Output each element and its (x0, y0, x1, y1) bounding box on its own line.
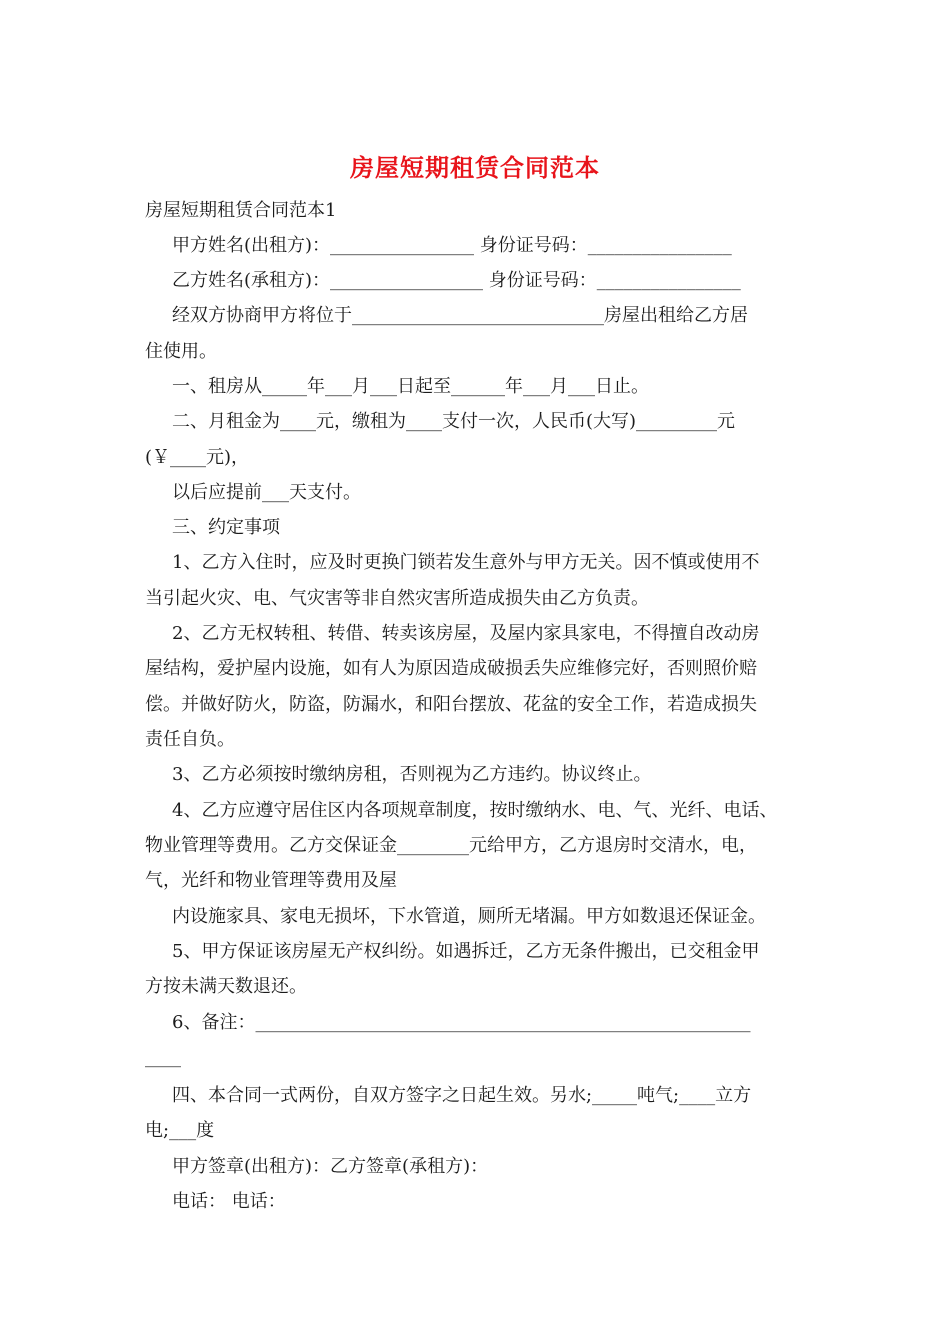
phone-line: 电话： 电话： (172, 1191, 286, 1212)
item-1-line-cont: 当引起火灾、电、气灾害等非自然灾害所造成损失由乙方负责。 (145, 588, 649, 609)
subtitle-line: 房屋短期租赁合同范本1 (145, 200, 337, 221)
item-4-line-cont-3: 内设施家具、家电无损坏，下水管道，厕所无堵漏。甲方如数退还保证金。 (172, 906, 766, 927)
document-title: 房屋短期租赁合同范本 (350, 153, 600, 182)
party-b-line: 乙方姓名(承租方)：_________________ 身份证号码：________________ (172, 270, 741, 291)
clause-2-line-cont: (￥____元)， (145, 447, 250, 468)
item-2-line-cont-3: 责任自负。 (145, 729, 235, 750)
clause-4-line: 四、本合同一式两份，自双方签字之日起生效。另水;_____吨气;____立方 (172, 1085, 752, 1106)
item-4-line-cont-1: 物业管理等费用。乙方交保证金________元给甲方，乙方退房时交清水，电， (145, 835, 757, 856)
clause-2-line: 二、月租金为____元，缴租为____支付一次，人民币(大写)_________元 (172, 411, 736, 432)
item-3-line: 3、乙方必须按时缴纳房租，否则视为乙方违约。协议终止。 (172, 764, 652, 785)
item-5-line: 5、甲方保证该房屋无产权纠纷。如遇拆迁，乙方无条件搬出，已交租金甲 (172, 941, 760, 962)
item-6-line: 6、备注：_______________________________________________________ (172, 1012, 751, 1033)
item-4-line: 4、乙方应遵守居住区内各项规章制度，按时缴纳水、电、气、光纤、电话、 (172, 800, 778, 821)
item-1-line: 1、乙方入住时，应及时更换门锁若发生意外与甲方无关。因不慎或使用不 (172, 552, 760, 573)
location-line: 经双方协商甲方将位于____________________________房屋出租给乙方居 (172, 305, 748, 326)
item-6-line-cont: ____ (145, 1047, 181, 1068)
clause-1-line: 一、租房从_____年___月___日起至______年___月___日止。 (172, 376, 649, 397)
clause-3-heading: 三、约定事项 (172, 517, 280, 538)
signature-line: 甲方签章(出租方)：乙方签章(承租方)： (172, 1156, 489, 1177)
clause-4-line-cont: 电;___度 (145, 1120, 215, 1141)
item-4-line-cont-2: 气，光纤和物业管理等费用及屋 (145, 870, 397, 891)
party-a-line: 甲方姓名(出租方)：________________ 身份证号码：________________ (172, 235, 732, 256)
location-line-cont: 住使用。 (145, 341, 217, 362)
item-2-line-cont-1: 屋结构，爱护屋内设施，如有人为原因造成破损丢失应维修完好，否则照价赔 (145, 658, 757, 679)
item-5-line-cont: 方按未满天数退还。 (145, 976, 307, 997)
payment-advance-line: 以后应提前___天支付。 (172, 482, 361, 503)
item-2-line: 2、乙方无权转租、转借、转卖该房屋，及屋内家具家电，不得擅自改动房 (172, 623, 760, 644)
item-2-line-cont-2: 偿。并做好防火，防盗，防漏水，和阳台摆放、花盆的安全工作，若造成损失 (145, 694, 757, 715)
